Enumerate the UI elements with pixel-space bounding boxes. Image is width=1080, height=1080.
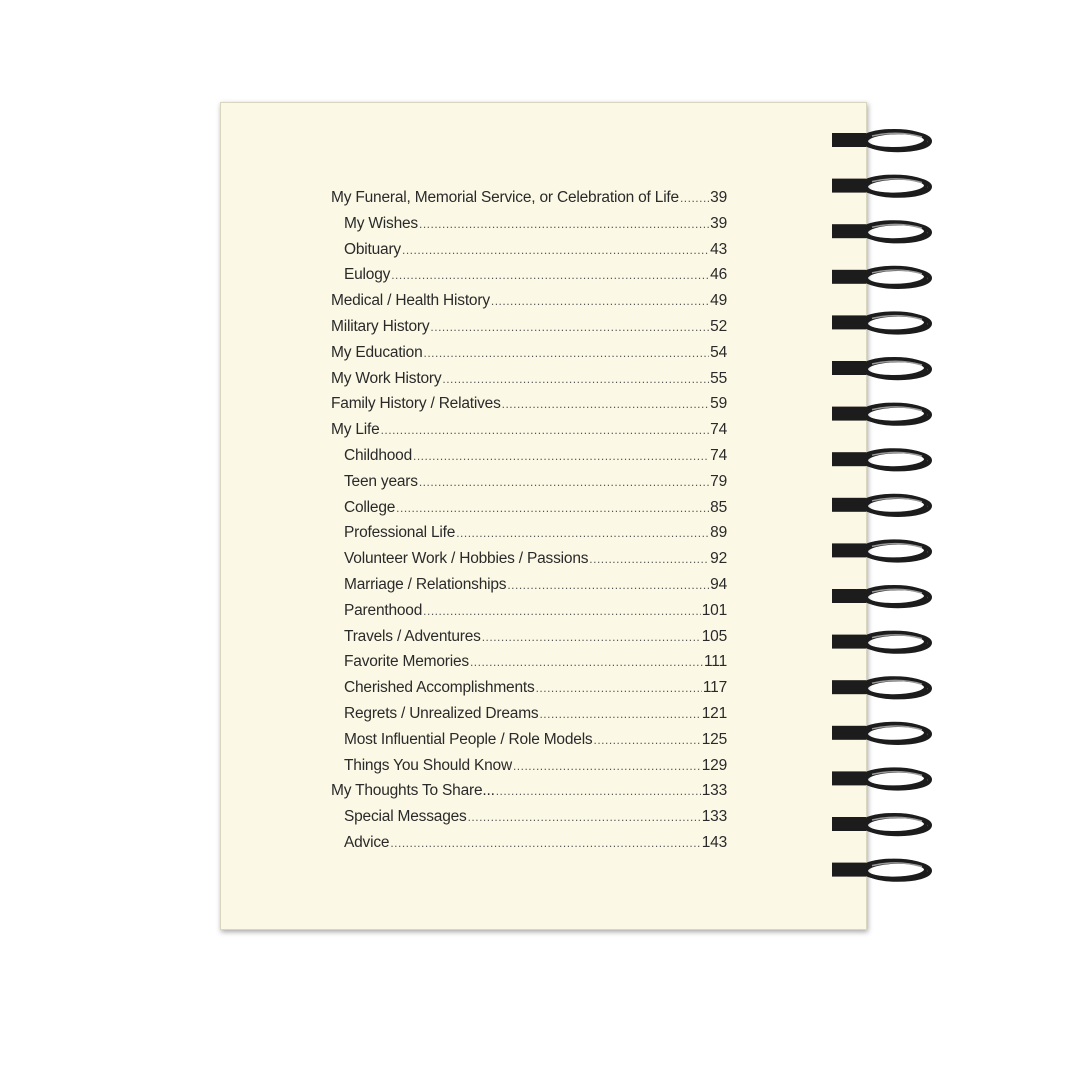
toc-entry-label: Things You Should Know (344, 756, 512, 774)
spiral-loop (832, 359, 930, 378)
spiral-loop (832, 633, 930, 652)
dot-leader (442, 367, 709, 393)
toc-entry-page-number: 129 (701, 756, 727, 774)
toc-entry-label: Favorite Memories (344, 653, 469, 671)
toc-entry-page-number: 79 (710, 472, 727, 490)
toc-entry-page-number: 117 (702, 679, 727, 697)
toc-entry (331, 701, 727, 727)
spiral-loop (832, 496, 930, 515)
toc-entry-label: Parenthood (344, 601, 423, 619)
toc-entry-label: Eulogy (344, 266, 391, 284)
toc-entry (331, 314, 727, 340)
toc-entry (331, 237, 727, 263)
toc-entry-label: Teen years (344, 472, 418, 490)
toc-entry (331, 185, 727, 211)
dot-leader (680, 186, 709, 212)
toc-entry (331, 675, 727, 701)
toc-entry-page-number: 74 (710, 446, 727, 464)
toc-entry (331, 495, 727, 521)
spiral-loop (832, 313, 930, 332)
toc-entry-page-number: 101 (701, 601, 727, 619)
toc-entry (331, 417, 727, 443)
toc-entry (331, 288, 727, 314)
toc-entry-page-number: 54 (710, 343, 727, 361)
toc-entry (331, 391, 727, 417)
dot-leader (589, 547, 709, 573)
spiral-loop (832, 815, 930, 834)
toc-entry (331, 624, 727, 650)
dot-leader (424, 341, 710, 367)
spiral-loop (832, 268, 930, 287)
dot-leader (390, 831, 700, 857)
toc-entry-page-number: 133 (701, 808, 727, 826)
toc-entry (331, 443, 727, 469)
toc-entry-page-number: 46 (710, 266, 727, 284)
dot-leader (594, 728, 701, 754)
dot-leader (419, 212, 709, 238)
toc-entry-label: Professional Life (344, 524, 456, 542)
toc-entry-page-number: 39 (710, 189, 727, 206)
toc-entry-page-number: 94 (710, 575, 727, 593)
toc-entry-label: Special Messages (344, 808, 467, 826)
dot-leader (496, 779, 701, 805)
toc-entry-label: Family History / Relatives (331, 395, 501, 413)
dot-leader (482, 625, 701, 651)
toc-entry-page-number: 121 (701, 704, 727, 722)
spiral-loop (832, 541, 930, 560)
toc-entry-page-number: 52 (710, 317, 727, 335)
toc-entry (331, 520, 727, 546)
dot-leader (413, 444, 709, 470)
toc-entry-label: Travels / Adventures (344, 627, 481, 645)
toc-entry-page-number: 49 (710, 292, 727, 310)
toc-entry-label: My Life (331, 421, 380, 439)
dot-leader (456, 521, 709, 547)
spiral-loop (832, 724, 930, 743)
dot-leader (470, 650, 703, 676)
spiral-loop (832, 678, 930, 697)
toc-entry-page-number: 111 (704, 653, 727, 671)
dot-leader (507, 573, 709, 599)
toc-entry-label: My Funeral, Memorial Service, or Celebration of Life (331, 189, 679, 206)
notebook-page (220, 102, 867, 930)
toc-entry-label: Medical / Health History (331, 292, 490, 310)
toc-entry-label: Most Influential People / Role Models (344, 730, 593, 748)
toc-entry-label: Obituary (344, 240, 401, 258)
dot-leader (430, 315, 709, 341)
dot-leader (491, 289, 709, 315)
spiral-loop (832, 177, 930, 196)
toc-entry-label: Childhood (344, 446, 413, 464)
dot-leader (402, 238, 709, 264)
toc-entry (331, 598, 727, 624)
toc-entry (331, 262, 727, 288)
spiral-loop (832, 131, 930, 150)
toc-entry (331, 778, 727, 804)
toc-entry-label: My Wishes (344, 214, 418, 232)
table-of-contents (331, 185, 727, 856)
dot-leader (536, 676, 702, 702)
dot-leader (396, 496, 709, 522)
toc-entry (331, 804, 727, 830)
toc-entry-label: Marriage / Relationships (344, 575, 507, 593)
toc-entry-page-number: 133 (701, 782, 727, 800)
spiral-binding (828, 122, 938, 912)
dot-leader (391, 263, 709, 289)
toc-entry-page-number: 105 (701, 627, 727, 645)
dot-leader (502, 392, 710, 418)
toc-entry-page-number: 59 (710, 395, 727, 413)
dot-leader (419, 470, 709, 496)
dot-leader (381, 418, 710, 444)
toc-entry-label: Regrets / Unrealized Dreams (344, 704, 539, 722)
toc-entry-label: My Thoughts To Share... (331, 782, 495, 800)
toc-entry-page-number: 43 (710, 240, 727, 258)
spiral-loop (832, 769, 930, 788)
spiral-loop (832, 587, 930, 606)
toc-entry (331, 727, 727, 753)
spiral-loop (832, 222, 930, 241)
toc-entry (331, 753, 727, 779)
toc-entry-page-number: 39 (710, 214, 727, 232)
toc-entry-label: Cherished Accomplishments (344, 679, 535, 697)
dot-leader (468, 805, 701, 831)
spiral-loop (832, 405, 930, 424)
toc-entry (331, 649, 727, 675)
dot-leader (539, 702, 700, 728)
toc-entry-label: Military History (331, 317, 430, 335)
spiral-loop (832, 861, 930, 880)
toc-entry-label: Volunteer Work / Hobbies / Passions (344, 550, 589, 568)
toc-entry-page-number: 92 (710, 550, 727, 568)
toc-entry (331, 469, 727, 495)
toc-entry-page-number: 143 (701, 833, 727, 851)
toc-entry-label: My Work History (331, 369, 442, 387)
dot-leader (423, 599, 701, 625)
toc-entry-label: Advice (344, 833, 390, 851)
toc-entry (331, 211, 727, 237)
toc-entry-label: College (344, 498, 396, 516)
toc-entry (331, 572, 727, 598)
toc-entry-page-number: 89 (710, 524, 727, 542)
toc-entry-page-number: 85 (710, 498, 727, 516)
dot-leader (513, 754, 701, 780)
spiral-loop (832, 450, 930, 469)
toc-entry (331, 830, 727, 856)
toc-entry-page-number: 74 (710, 421, 727, 439)
toc-entry-label: My Education (331, 343, 423, 361)
toc-entry-page-number: 125 (701, 730, 727, 748)
toc-entry (331, 366, 727, 392)
toc-entry (331, 546, 727, 572)
toc-entry (331, 340, 727, 366)
toc-entry-page-number: 55 (710, 369, 727, 387)
